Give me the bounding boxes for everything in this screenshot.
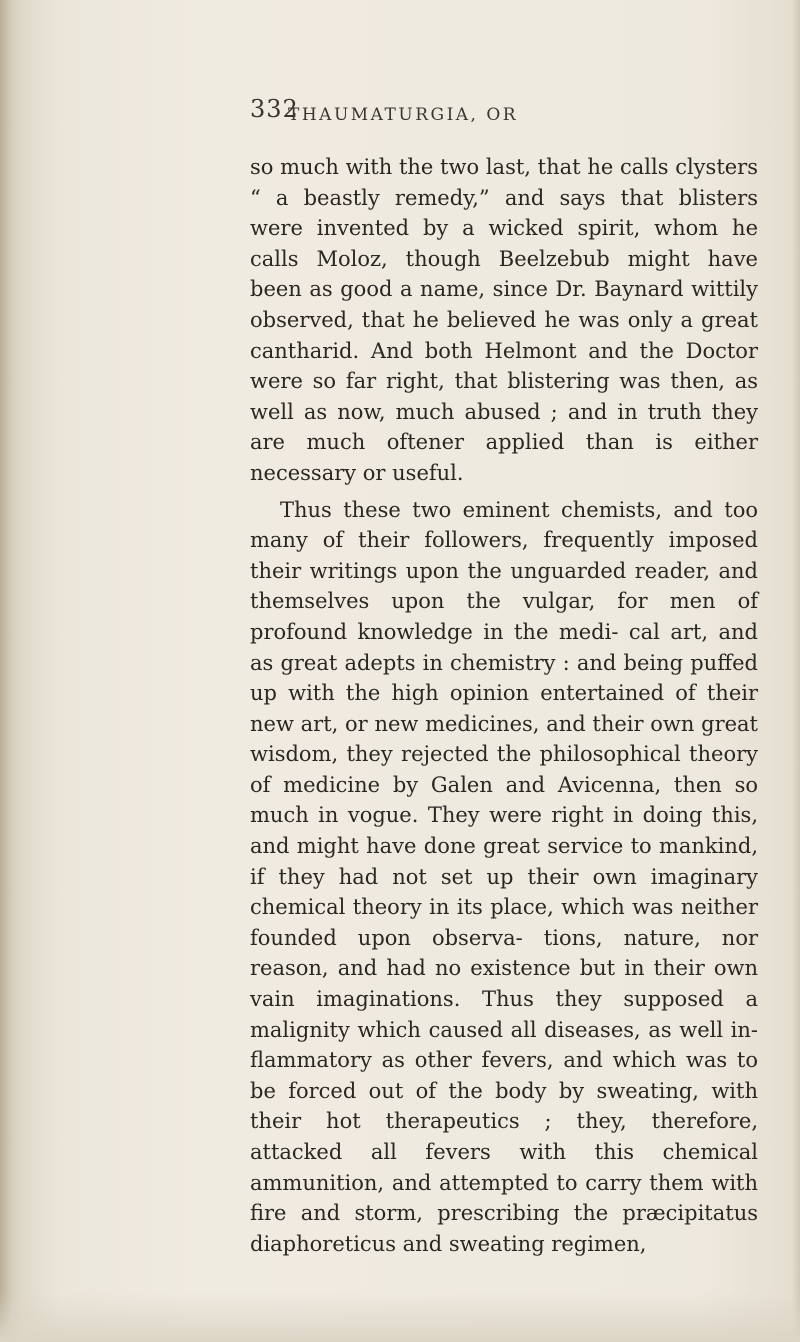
paragraph-1: so much with the two last, that he calls clysters “ a beastly remedy,” and says that blisters were invented by a wicked spirit, whom he calls Moloz, though Beelzebub might have been as good a name, since Dr. Baynard wittily observed, that he believed he was only a great cantharid. And both Helmont and the Doctor were so far right, that blistering was then, as well as now, much abused ; and in truth they are much oftener applied than is either necessary or useful. bbox=[250, 155, 758, 485]
page-right-edge bbox=[792, 0, 800, 1342]
body-text bbox=[250, 152, 758, 1259]
page-bottom-edge bbox=[0, 1292, 800, 1342]
page-gutter-shadow bbox=[0, 0, 22, 1342]
paragraph-2: Thus these two eminent chemists, and too many of their followers, frequently imposed their writings upon the unguarded reader, and themselves upon the vulgar, for men of profound knowledge in the medi- cal art, and as great adepts in chemistry : and being puffed up with the high opinion entertained of their new art, or new medicines, and their own great wisdom, they rejected the philosophical theory of medicine by Galen and Avicenna, then so much in vogue. They were right in doing this, and might have done great service to mankind, if they had not set up their own imaginary chemical theory in its place, which was neither founded upon observa- tions, nature, nor reason, and had no existence but in their own vain imaginations. Thus they supposed a malignity which caused all diseases, as well in- flammatory as other fevers, and which was to be forced out of the body by sweating, with their hot therapeutics ; they, therefore, attacked all fevers with this chemical ammunition, and attempted to carry them with fire and storm, prescribing the præcipitatus diaphoreticus and sweating regimen, bbox=[250, 497, 758, 1256]
running-head: THAUMATURGIA, OR bbox=[288, 105, 519, 125]
page-header bbox=[250, 95, 790, 129]
page-number: 332 bbox=[250, 95, 299, 123]
